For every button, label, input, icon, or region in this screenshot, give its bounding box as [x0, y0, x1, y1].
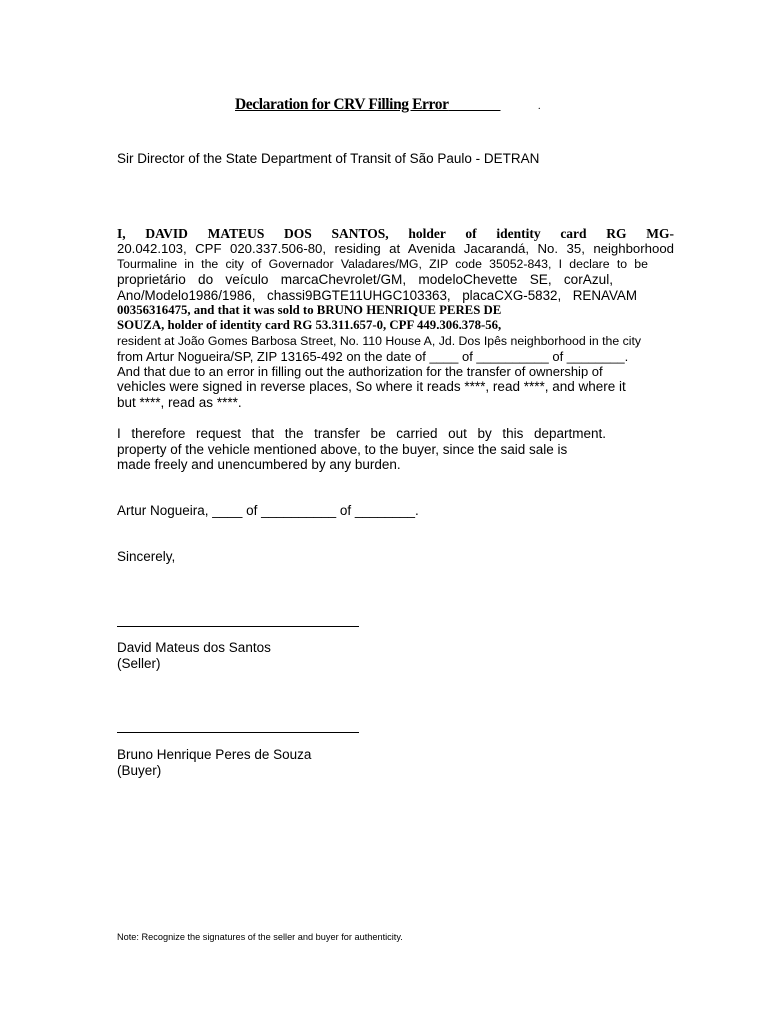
title-period: . — [538, 101, 541, 112]
declaration-line-4: proprietário do veículo marcaChevrolet/GM, modeloChevette SE, corAzul, — [117, 272, 613, 287]
place-date-line: Artur Nogueira, ____ of __________ of ________. — [117, 503, 419, 518]
declaration-line-12: but ****, read as ****. — [117, 395, 242, 410]
buyer-role: (Buyer) — [117, 763, 162, 778]
request-line-1: I therefore request that the transfer be carried out by this department. — [117, 426, 606, 441]
seller-signature-line — [117, 626, 359, 627]
seller-role: (Seller) — [117, 656, 161, 671]
declaration-line-11: vehicles were signed in reverse places, So where it reads ****, read ****, and where it — [117, 379, 626, 394]
request-line-3: made freely and unencumbered by any burden. — [117, 457, 401, 472]
declaration-line-5: Ano/Modelo1986/1986, chassi9BGTE11UHGC103363, placaCXG-5832, RENAVAM — [117, 288, 637, 303]
declaration-line-10: And that due to an error in filling out the authorization for the transfer of ownership of — [117, 364, 603, 379]
closing-salutation: Sincerely, — [117, 549, 176, 564]
declaration-line-7: SOUZA, holder of identity card RG 53.311.657-0, CPF 449.306.378-56, — [117, 318, 502, 332]
title-underline-tail — [448, 96, 500, 113]
declaration-line-1: I, DAVID MATEUS DOS SANTOS, holder of identity card RG MG- — [117, 226, 674, 241]
declaration-line-6: 00356316475, and that it was sold to BRUNO HENRIQUE PERES DE — [117, 303, 502, 317]
authenticity-note: Note: Recognize the signatures of the seller and buyer for authenticity. — [117, 932, 403, 942]
buyer-name: Bruno Henrique Peres de Souza — [117, 747, 312, 762]
declaration-line-2: 20.042.103, CPF 020.337.506-80, residing at Avenida Jacarandá, No. 35, neighborhood — [117, 241, 674, 256]
buyer-signature-line — [117, 732, 359, 733]
addressee-line: Sir Director of the State Department of Transit of São Paulo - DETRAN — [117, 151, 540, 166]
declaration-line-9: from Artur Nogueira/SP, ZIP 13165-492 on the date of ____ of __________ of ________. — [117, 349, 629, 364]
seller-name: David Mateus dos Santos — [117, 640, 271, 655]
document-title: Declaration for CRV Filling Error — [235, 96, 500, 114]
request-line-2: property of the vehicle mentioned above, to the buyer, since the said sale is — [117, 442, 568, 457]
declaration-line-3: Tourmaline in the city of Governador Valadares/MG, ZIP code 35052-843, I declare to be — [117, 257, 648, 271]
declaration-line-8: resident at João Gomes Barbosa Street, No. 110 House A, Jd. Dos Ipês neighborhood in the city — [117, 334, 642, 348]
